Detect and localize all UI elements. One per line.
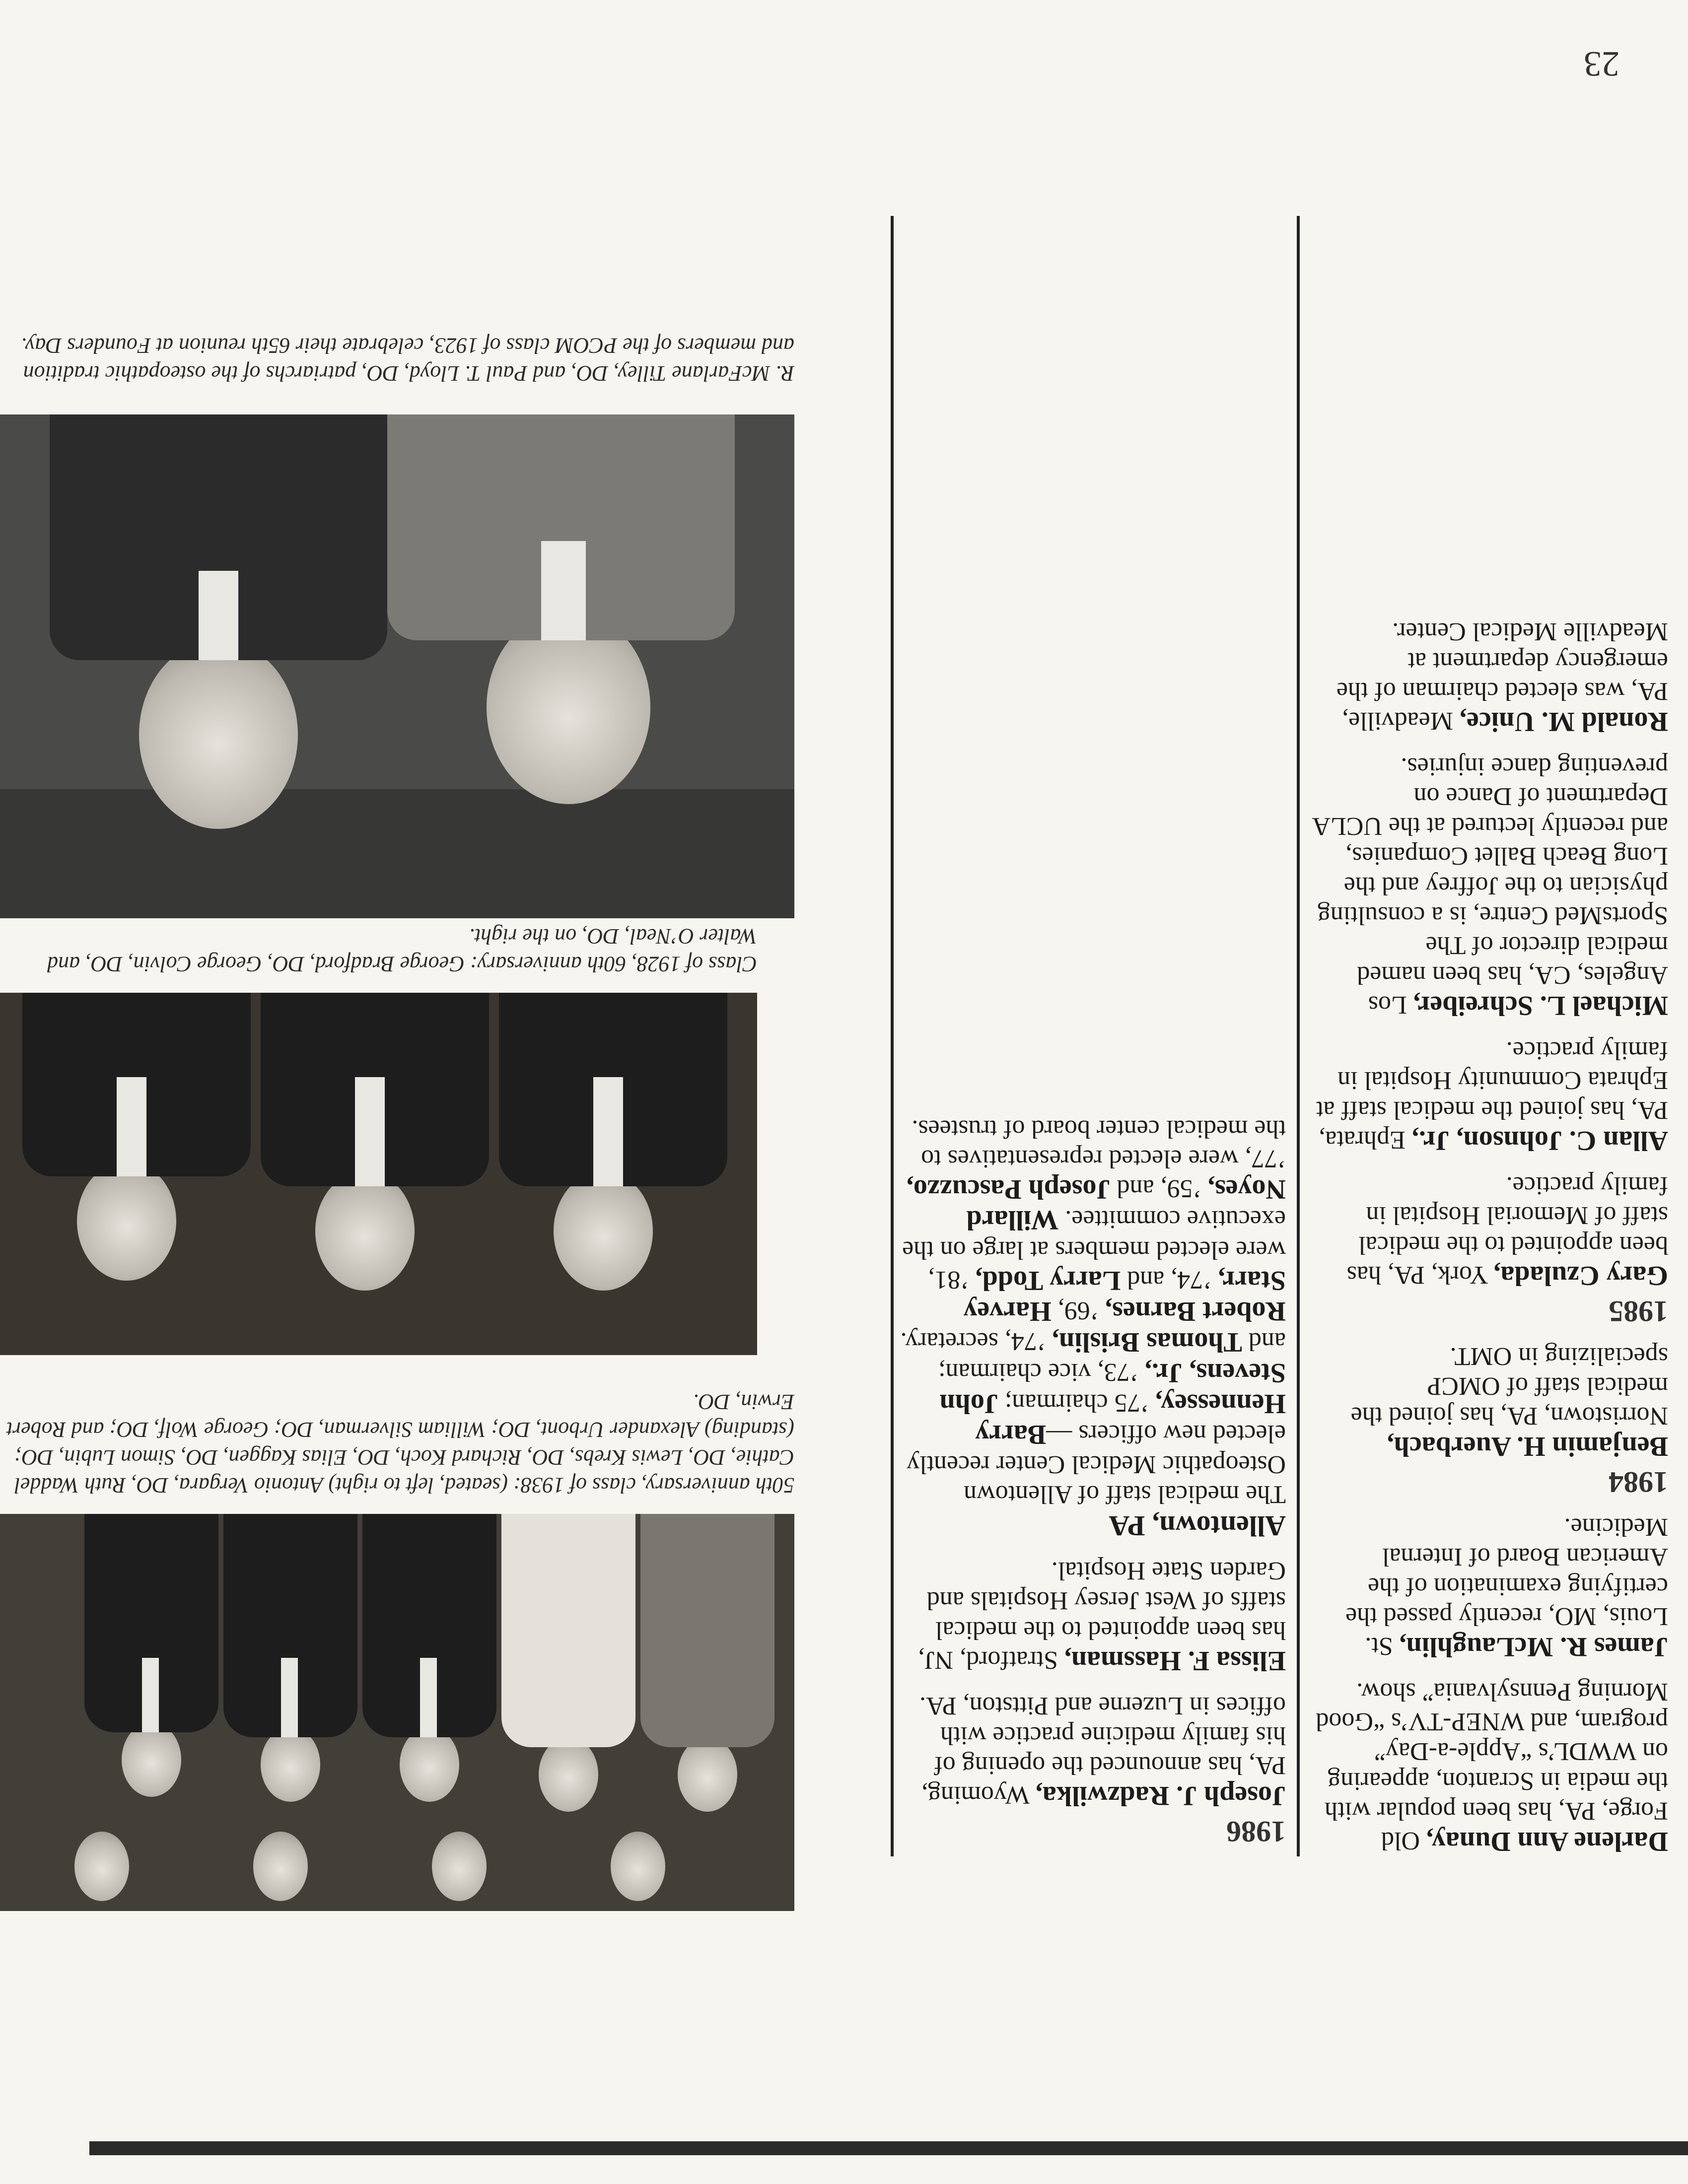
person-figure (261, 993, 489, 1355)
note-johnson: Allan C. Johnson, Jr., Ephrata, PA, has joined the medical staff at Ephrata Community Hospital in family practice. (1316, 1036, 1668, 1156)
bottom-rule (89, 2141, 1688, 2155)
note-radzwilka: Joseph J. Radzwilka, Wyoming, PA, has announced the opening of his family medicine practice with offices in Luzerne and Pittston, PA. (919, 1692, 1286, 1811)
standing-row (50, 1752, 695, 1911)
note-schreiber: Michael L. Schreiber, Los Angeles, CA, has been named medical director of The SportsMed Centre, is a consulting physician to the Joffrey and the Long Beach Ballet Companies, and recently lectured at the UCLA Department of Dance on preventing dance injuries. (1313, 752, 1668, 1021)
photo-caption-class-of-1938: 50th anniversary, class of 1938: (seated, left to right) Antonio Vergara, DO, Ruth Waddel Cathie, DO, Lewis Krebs, DO, Richard Koch, DO, Elias Kaggen, DO, Simon Lubin, DO; (standing) Alexander Urbont, DO; William Silverman, DO; George Wolf, DO; and Robert Erwin, DO. (6, 1390, 794, 1498)
page-number: 23 (1584, 44, 1619, 84)
year-heading-1986: 1986 (1226, 1815, 1286, 1848)
photo-caption-class-of-1928: Class of 1928, 60th anniversary: George Bradford, DO, George Colvin, DO, and Walter O’Neal, DO, on the right. (47, 924, 757, 976)
photo-class-of-1928 (0, 993, 757, 1355)
person-figure (22, 993, 251, 1355)
column-divider (891, 216, 894, 1856)
person-figure (50, 414, 387, 918)
note-hassman: Elissa F. Hassman, Stratford, NJ, has been appointed to the medical staffs of West Jersey Hospitals and Garden State Hospital. (918, 1557, 1286, 1676)
note-allentown-officers: The medical staff of Allentown Osteopathic Medical Center recently elected new officers —Barry Hennessey, ’75 chairman; John Stevens, Jr., ’73, vice chairman; and Thomas Brislin, ’74, secretary. Robert Barnes, ’69, Harvey Starr, ’74, and Larry Todd, ’81, were elected members at large on the executive committee. Willard Noyes, ’59, and Joseph Pascuzzo, ’77, were elected representatives to the medical center board of trustees. (900, 1115, 1286, 1508)
photo-tilley-lloyd (0, 414, 794, 918)
note-czulada: Gary Czulada, York, PA, has been appointed to the medical staff of Memorial Hospital in family practice. (1346, 1171, 1668, 1291)
note-unice: Ronald M. Unice, Meadville, PA, was elected chairman of the emergency department at Meadville Medical Center. (1336, 617, 1668, 737)
year-heading-1985: 1985 (1609, 1295, 1668, 1328)
alumni-notes-column-middle (899, 1099, 1286, 1856)
column-divider (1297, 216, 1300, 1856)
section-heading-allentown: Allentown, PA (1109, 1510, 1286, 1542)
alumni-notes-column-left (1311, 602, 1668, 1856)
photo-caption-tilley-lloyd: R. McFarlane Tilley, DO, and Paul T. Lloyd, DO, patriarchs of the osteopathic tradition and members of the PCOM class of 1923, celebrate their 65th reunion at Founders Day. (21, 334, 794, 386)
note-dunay: Darlene Ann Dunay, Old Forge, PA, has been popular with the media in Scranton, appearing on WWDL’s “Apple-a-Day” program, and WNEP-TV’s “Good Morning Pennsylvania” show. (1316, 1678, 1668, 1857)
note-auerbach: Benjamin H. Auerbach, Norristown, PA, has joined the medical staff of OMCP specializing in OMT. (1350, 1342, 1668, 1462)
note-mclaughlin: James R. McLaughlin, St. Louis, MO, recently passed the certifying examination of the American Board of Internal Medicine. (1345, 1513, 1668, 1662)
person-figure (499, 993, 727, 1355)
year-heading-1984: 1984 (1609, 1466, 1668, 1499)
photo-class-of-1938 (0, 1514, 794, 1911)
person-figure (387, 414, 735, 918)
